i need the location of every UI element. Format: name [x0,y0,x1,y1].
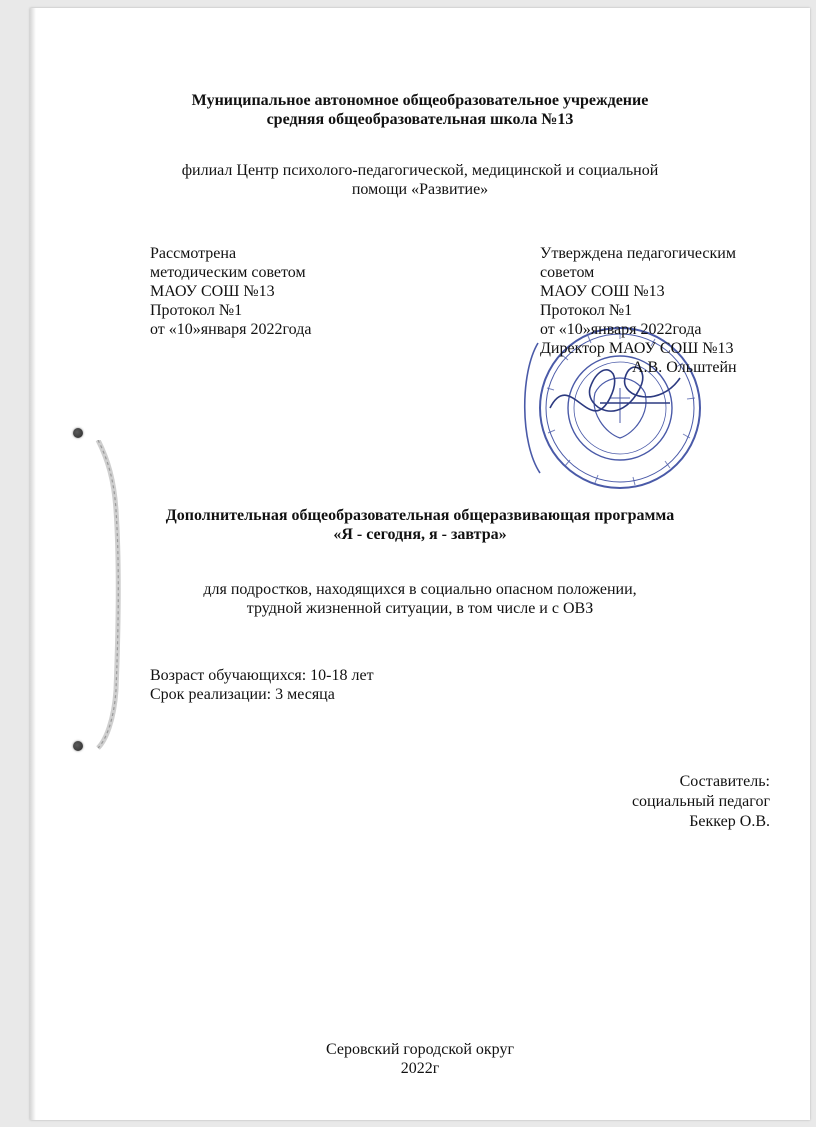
approval-approved-block [540,244,737,377]
approval-left-line: Рассмотрена [150,245,237,262]
approval-left-line: методическим советом [150,264,306,281]
program-title: Дополнительная общеобразовательная общеразвивающая программа [165,507,675,524]
document-footer [30,1040,810,1078]
approval-right-line: Директор МАОУ СОШ №13 [540,340,734,357]
approval-left-line: МАОУ СОШ №13 [150,283,275,300]
binding-hole-top [73,428,83,438]
branch-name-line1: филиал Центр психолого-педагогической, медицинской и социальной [181,162,659,179]
institution-header [30,91,810,129]
program-audience-line2: трудной жизненной ситуации, в том числе и с ОВЗ [246,600,594,617]
program-duration: Срок реализации: 3 месяца [150,686,335,703]
author-name: Беккер О.В. [689,813,770,830]
program-audience-block [30,580,810,618]
approval-right-line: Утверждена педагогическим [540,245,736,262]
institution-name-line1: Муниципальное автономное общеобразовательное учреждение [191,92,649,109]
document-page [30,8,810,1120]
approval-right-line: Протокол №1 [540,302,633,319]
program-title-block [30,506,810,544]
approval-right-line: МАОУ СОШ №13 [540,283,665,300]
branch-name-line2: помощи «Развитие» [351,181,489,198]
program-audience-line1: для подростков, находящихся в социально опасном положении, [203,581,637,598]
binding-hole-bottom [73,741,83,751]
author-position: социальный педагог [631,793,770,810]
approval-right-line: от «10»января 2022года [540,321,702,338]
approval-left-line: Протокол №1 [150,302,243,319]
approval-left-line: от «10»января 2022года [150,321,312,338]
footer-place: Серовский городской округ [325,1041,515,1058]
author-block [632,772,770,832]
program-details [150,666,374,704]
approval-considered-block [150,244,311,339]
student-age: Возраст обучающихся: 10-18 лет [150,667,374,684]
branch-header [30,161,810,199]
author-role-label: Составитель: [679,773,770,790]
institution-name-line2: средняя общеобразовательная школа №13 [266,111,574,128]
program-name: «Я - сегодня, я - завтра» [333,526,507,543]
director-name: А.В. Ольштейн [632,359,737,376]
footer-year: 2022г [400,1060,440,1077]
approval-right-line: советом [540,264,595,281]
